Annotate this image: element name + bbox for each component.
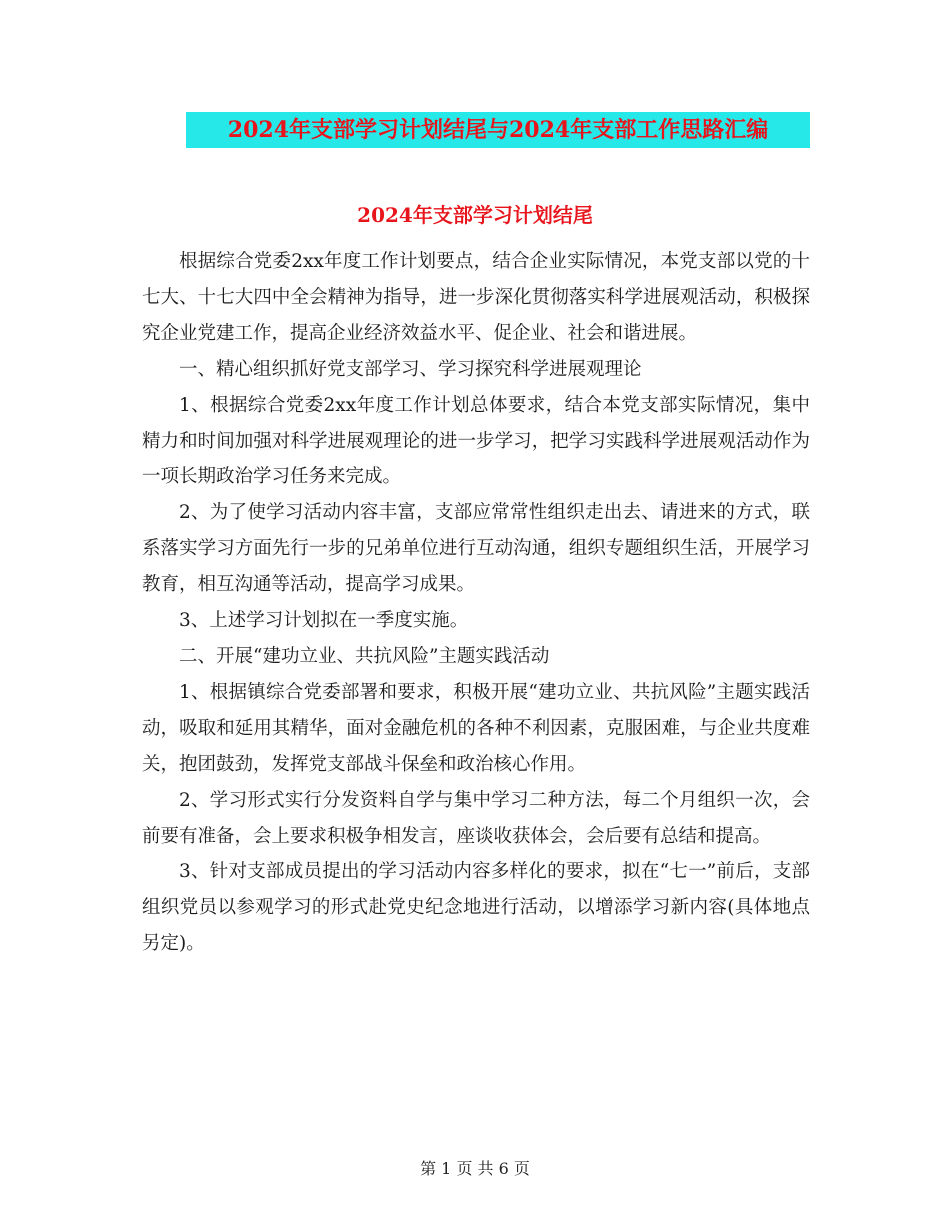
- paragraph-item: 2、学习形式实行分发资料自学与集中学习二种方法，每二个月组织一次，会前要有准备，会上要求积极争相发言，座谈收获体会，会后要有总结和提高。: [142, 789, 810, 847]
- heading-part-two: 二、开展“建功立业、共抗风险”主题实践活动: [179, 645, 550, 667]
- section-title: 2024年支部学习计划结尾: [357, 203, 593, 227]
- document-body: [142, 244, 810, 962]
- paragraph-item: 3、针对支部成员提出的学习活动内容多样化的要求，拟在“七一”前后，支部组织党员以参观学习的形式赴党史纪念地进行活动，以增添学习新内容(具体地点另定)。: [142, 861, 810, 955]
- paragraph-item: 1、根据镇综合党委部署和要求，积极开展“建功立业、共抗风险”主题实践活动，吸取和延用其精华，面对金融危机的各种不利因素，克服困难，与企业共度难关，抱团鼓劲，发挥党支部战斗保垒和政治核心作用。: [142, 681, 810, 775]
- paragraph-item: 2、为了使学习活动内容丰富，支部应常常性组织走出去、请进来的方式，联系落实学习方面先行一步的兄弟单位进行互动沟通，组织专题组织生活，开展学习教育，相互沟通等活动，提高学习成果。: [142, 502, 810, 596]
- paragraph-intro: 根据综合党委2xx年度工作计划要点，结合企业实际情况，本党支部以党的十七大、十七大四中全会精神为指导，进一步深化贯彻落实科学进展观活动，积极探究企业党建工作，提高企业经济效益水平、促企业、社会和谐进展。: [142, 251, 810, 344]
- paragraph-item: 1、根据综合党委2xx年度工作计划总体要求，结合本党支部实际情况，集中精力和时间加强对科学进展观理论的进一步学习，把学习实践科学进展观活动作为一项长期政治学习任务来完成。: [142, 394, 810, 488]
- page-footer: 第 1 页 共 6 页: [420, 1159, 530, 1178]
- paragraph-item: 3、上述学习计划拟在一季度实施。: [179, 610, 469, 632]
- document-title: 2024年支部学习计划结尾与2024年支部工作思路汇编: [186, 112, 810, 148]
- heading-part-one: 一、精心组织抓好党支部学习、学习探究科学进展观理论: [179, 358, 642, 380]
